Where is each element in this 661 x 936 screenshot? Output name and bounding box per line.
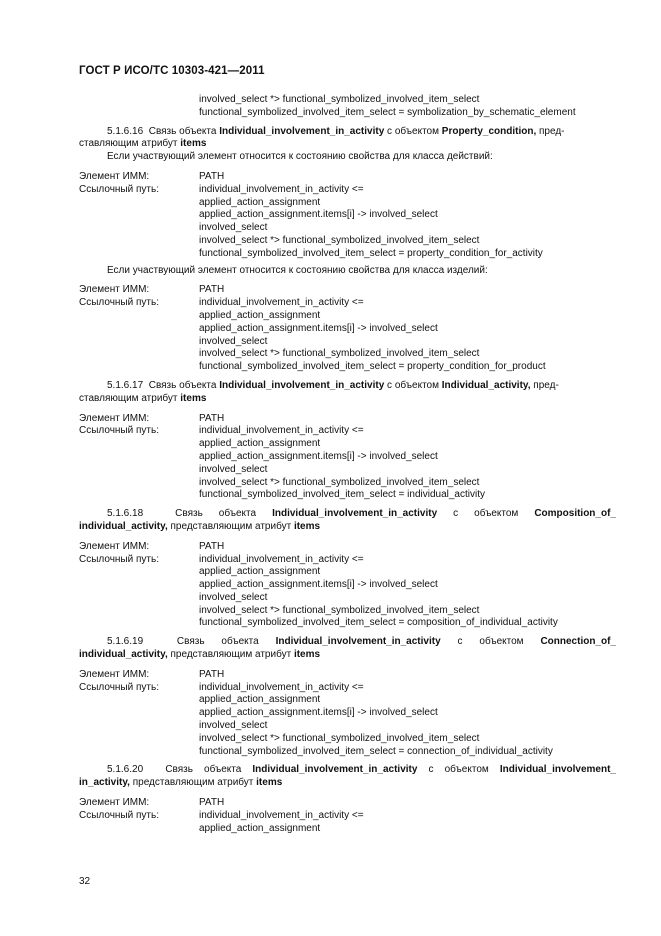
element-label: Элемент ИММ:	[79, 170, 150, 182]
path-line: involved_select *> functional_symbolized_involved_item_select	[199, 732, 480, 744]
section-5-1-6-19-heading: 5.1.6.19 Связь объекта Individual_involvement_in_activity с объектом Connection_of_	[107, 636, 616, 648]
element-value: PATH	[199, 668, 225, 680]
element-label: Элемент ИММ:	[79, 540, 150, 552]
path-line: involved_select *> functional_symbolized_involved_item_select	[199, 348, 480, 360]
condition-text: Если участвующий элемент относится к состоянию свойства для класса изделий:	[107, 264, 488, 276]
ref-path-label: Ссылочный путь:	[79, 297, 159, 309]
path-line: involved_select	[199, 463, 268, 475]
path-line: involved_select *> functional_symbolized_involved_item_select	[199, 94, 480, 105]
element-label: Элемент ИММ:	[79, 668, 150, 680]
path-line: individual_involvement_in_activity <=	[199, 297, 364, 309]
path-line: functional_symbolized_involved_item_select = connection_of_individual_activity	[199, 745, 553, 757]
section-5-1-6-18-heading: 5.1.6.18 Связь объекта Individual_involvement_in_activity с объектом Composition_of_	[107, 508, 616, 520]
path-line: applied_action_assignment	[199, 566, 321, 578]
element-value: PATH	[199, 412, 225, 424]
path-line: functional_symbolized_involved_item_select = symbolization_by_schematic_element	[199, 106, 576, 118]
path-line: applied_action_assignment.items[i] -> involved_select	[199, 209, 438, 221]
mapping-block	[79, 413, 616, 503]
section-heading-cont: ставляющим атрибут items	[79, 392, 207, 404]
path-line: individual_involvement_in_activity <=	[199, 183, 364, 195]
mapping-block	[79, 171, 616, 261]
mapping-block	[79, 284, 616, 374]
path-line: applied_action_assignment	[199, 438, 321, 450]
path-line: functional_symbolized_involved_item_select = property_condition_for_product	[199, 361, 546, 373]
ref-path-label: Ссылочный путь:	[79, 681, 159, 693]
path-line: individual_involvement_in_activity <=	[199, 809, 364, 821]
element-value: PATH	[199, 170, 225, 182]
ref-path-label: Ссылочный путь:	[79, 183, 159, 195]
path-line: applied_action_assignment	[199, 309, 321, 321]
section-5-1-6-17-heading: 5.1.6.17 Связь объекта Individual_involvement_in_activity с объектом Individual_activity, пред-	[107, 379, 559, 391]
path-line: applied_action_assignment	[199, 694, 321, 706]
section-heading-cont: ставляющим атрибут items	[79, 138, 207, 150]
element-value: PATH	[199, 284, 225, 296]
page-number: 32	[79, 876, 91, 887]
condition-text: Если участвующий элемент относится к состоянию свойства для класса действий:	[107, 151, 493, 163]
mapping-block	[79, 797, 616, 835]
path-line: applied_action_assignment	[199, 822, 321, 834]
ref-path-label: Ссылочный путь:	[79, 425, 159, 437]
mapping-block	[79, 541, 616, 631]
element-label: Элемент ИММ:	[79, 412, 150, 424]
section-heading-cont: individual_activity, представляющим атрибут items	[79, 649, 321, 661]
section-heading-cont: in_activity, представляющим атрибут items	[79, 777, 283, 789]
section-5-1-6-16-heading: 5.1.6.16 Связь объекта Individual_involvement_in_activity с объектом Property_condition, пред-	[107, 125, 565, 137]
ref-path-label: Ссылочный путь:	[79, 809, 159, 821]
path-line: individual_involvement_in_activity <=	[199, 553, 364, 565]
path-line: applied_action_assignment	[199, 196, 321, 208]
mapping-block	[79, 669, 616, 759]
path-line: involved_select	[199, 335, 268, 347]
element-label: Элемент ИММ:	[79, 797, 150, 809]
path-line: functional_symbolized_involved_item_select = individual_activity	[199, 489, 485, 501]
path-line: involved_select	[199, 720, 268, 732]
path-line: involved_select *> functional_symbolized_involved_item_select	[199, 476, 480, 488]
element-value: PATH	[199, 540, 225, 552]
path-line: functional_symbolized_involved_item_select = composition_of_individual_activity	[199, 617, 558, 629]
element-label: Элемент ИММ:	[79, 284, 150, 296]
path-line: involved_select *> functional_symbolized_involved_item_select	[199, 234, 480, 246]
path-line: involved_select	[199, 222, 268, 234]
page-header: ГОСТ Р ИСО/ТС 10303-421—2011	[79, 65, 265, 77]
page-content	[79, 94, 616, 835]
path-line: functional_symbolized_involved_item_select = property_condition_for_activity	[199, 247, 543, 259]
ref-path-label: Ссылочный путь:	[79, 553, 159, 565]
path-line: involved_select *> functional_symbolized_involved_item_select	[199, 604, 480, 616]
path-line: applied_action_assignment.items[i] -> involved_select	[199, 707, 438, 719]
path-line: involved_select	[199, 591, 268, 603]
element-value: PATH	[199, 797, 225, 809]
section-5-1-6-20-heading: 5.1.6.20 Связь объекта Individual_involvement_in_activity с объектом Individual_involvement_	[107, 764, 616, 776]
path-line: applied_action_assignment.items[i] -> involved_select	[199, 450, 438, 462]
path-line: individual_involvement_in_activity <=	[199, 425, 364, 437]
path-line: applied_action_assignment.items[i] -> involved_select	[199, 322, 438, 334]
section-heading-cont: individual_activity, представляющим атрибут items	[79, 520, 321, 532]
path-line: individual_involvement_in_activity <=	[199, 681, 364, 693]
path-line: applied_action_assignment.items[i] -> involved_select	[199, 579, 438, 591]
